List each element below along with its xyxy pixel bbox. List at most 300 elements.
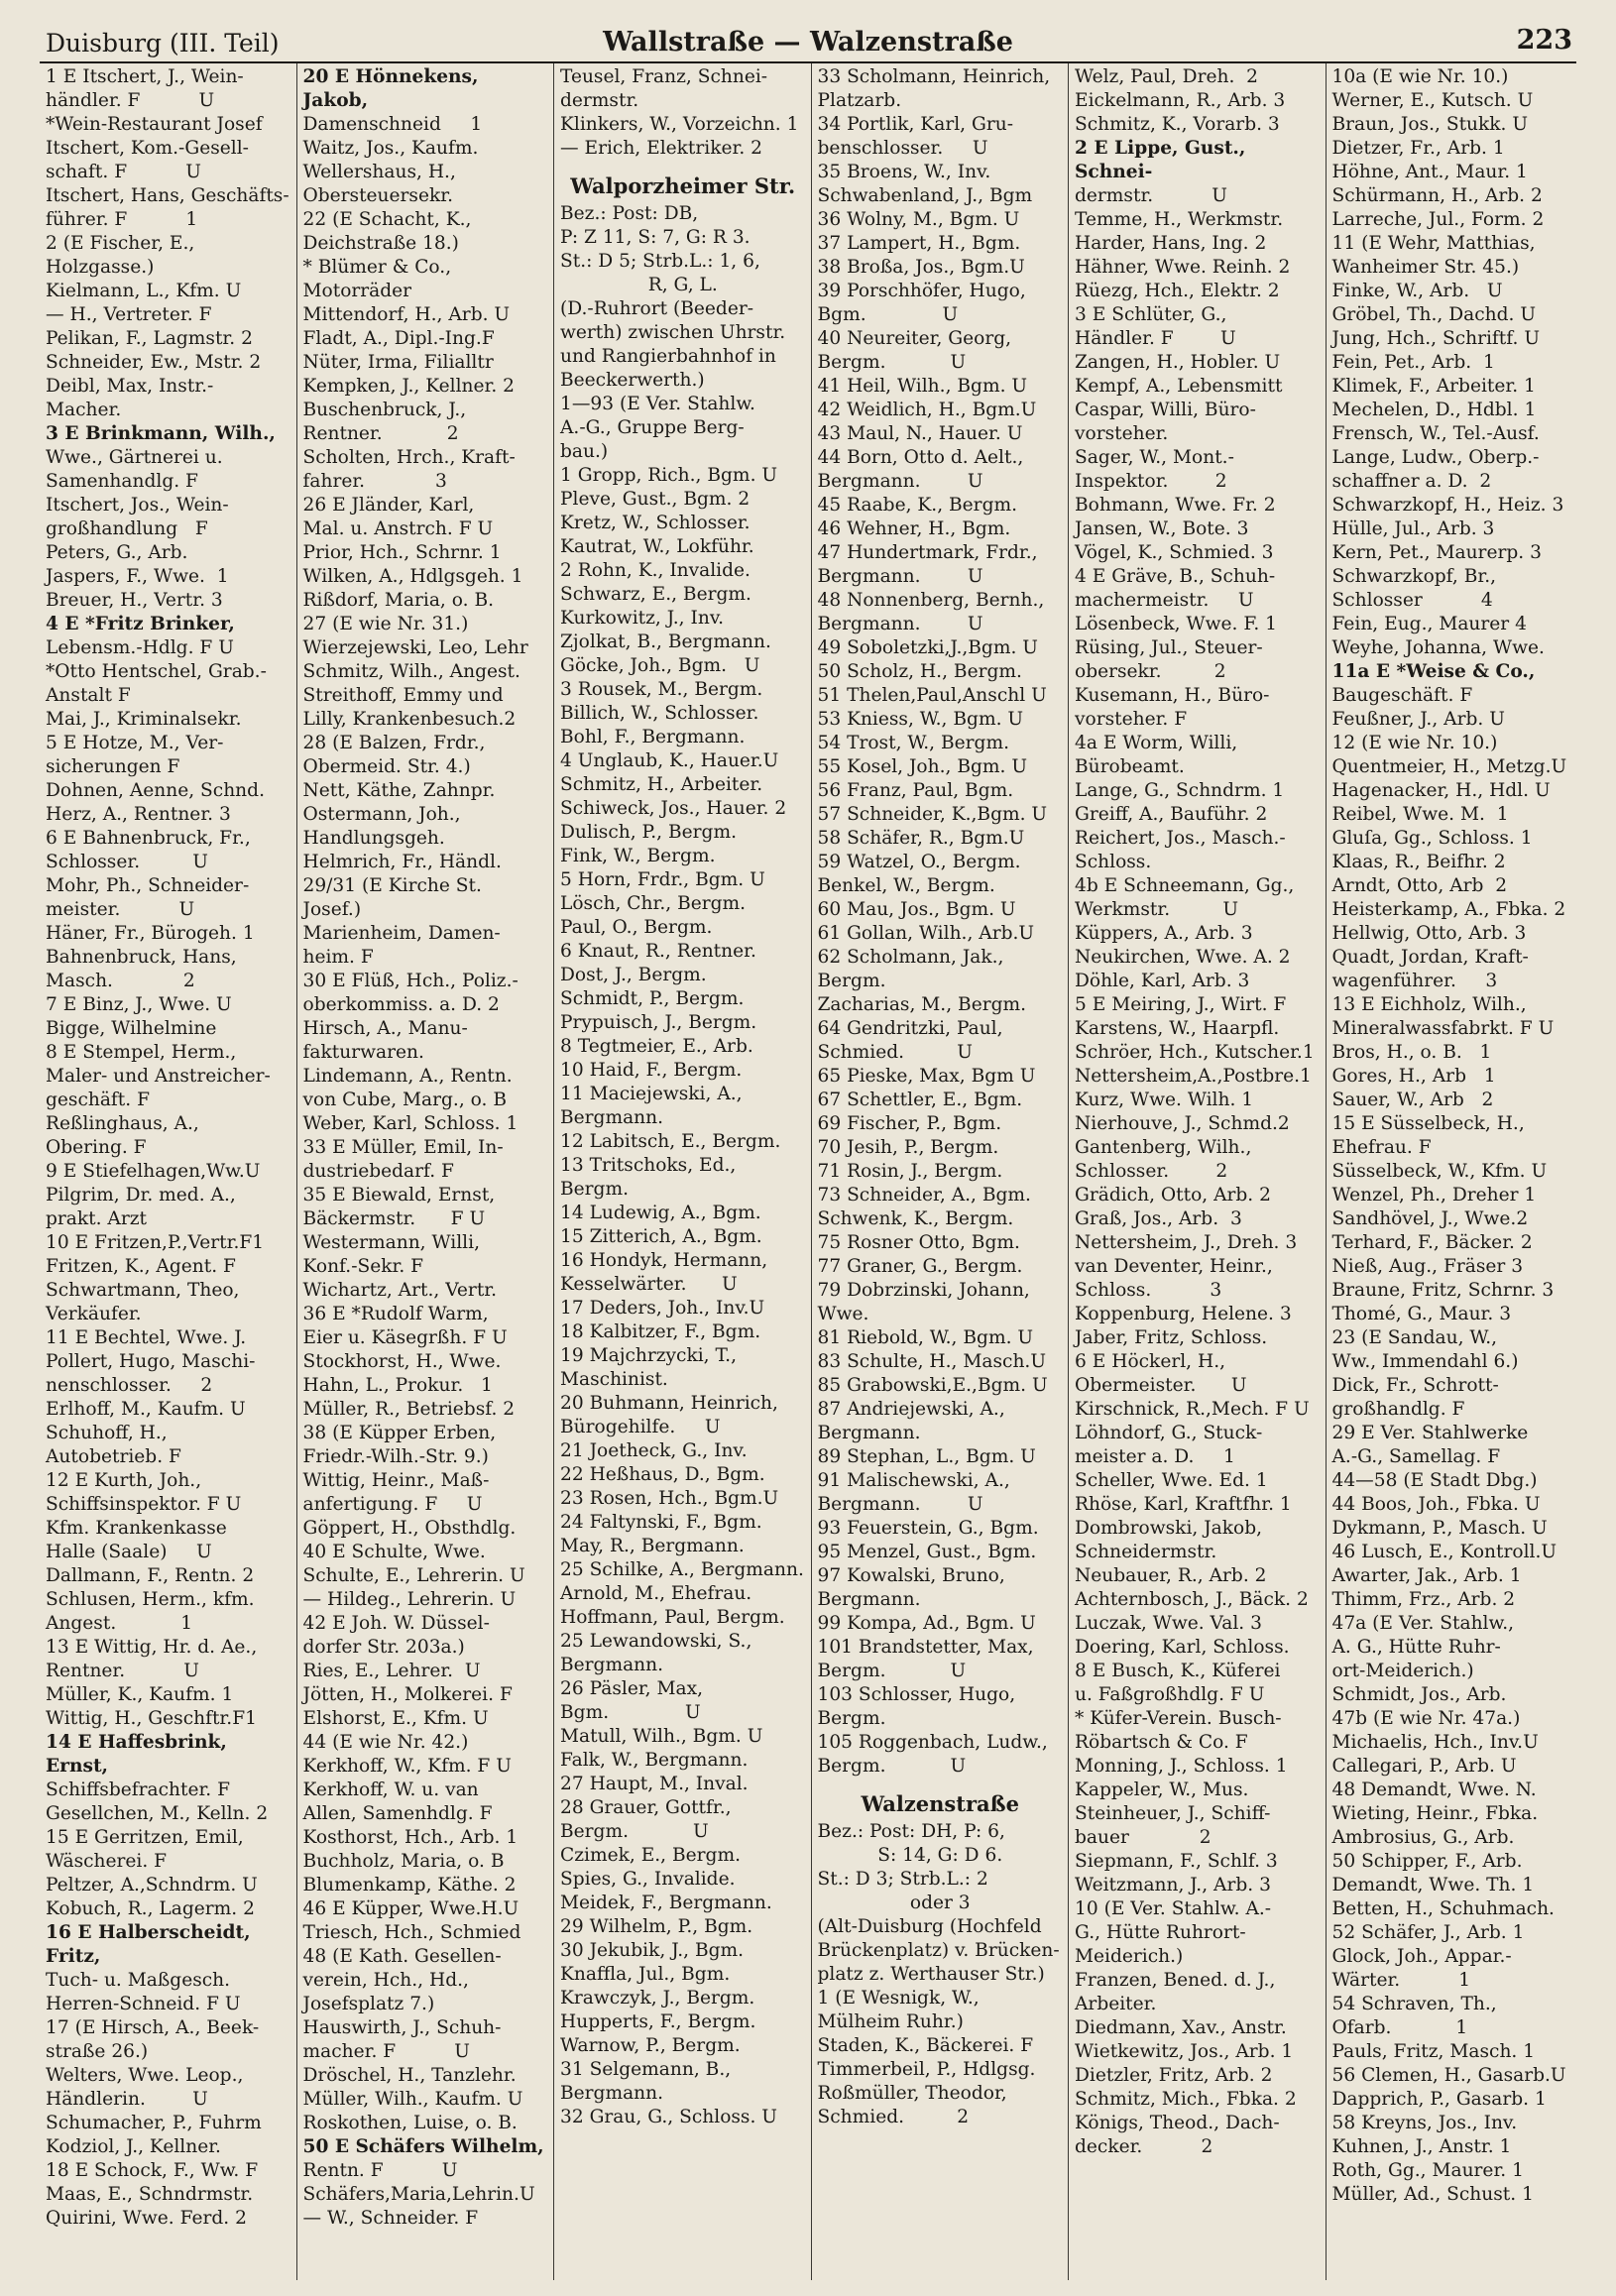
directory-entry: 61 Gollan, Wilh., Arb.U <box>817 923 1035 944</box>
directory-entry: Kuhnen, J., Anstr. 1 <box>1331 2136 1512 2157</box>
directory-entry: 38 (E Küpper Erben, <box>302 1423 497 1443</box>
directory-entry: Zangen, H., Hobler. U <box>1075 352 1281 373</box>
directory-entry: Bürogehilfe. U <box>560 1417 721 1437</box>
directory-entry: 42 Weidlich, H., Bgm.U <box>817 400 1037 420</box>
directory-entry: Bergmann. U <box>817 566 983 587</box>
directory-entry: Wichartz, Art., Vertr. <box>302 1280 498 1301</box>
directory-entry: Bohl, F., Bergmann. <box>560 727 746 747</box>
directory-entry: 38 Broßa, Jos., Bgm.U <box>817 257 1025 278</box>
directory-entry: 14 E Haffesbrink, Ernst, <box>46 1732 234 1777</box>
street-range-title: Wallstraße — Walzenstraße <box>603 27 1013 57</box>
directory-entry: 85 Grabowski,E.,Bgm. U <box>817 1375 1048 1396</box>
directory-entry: 44 (E wie Nr. 42.) <box>302 1732 469 1753</box>
directory-entry: Rißdorf, Maria, o. B. <box>302 590 495 611</box>
directory-entry: Buchholz, Maria, o. B <box>302 1851 505 1872</box>
directory-entry: 11 E Bechtel, Wwe. J. <box>46 1327 247 1348</box>
directory-entry: P: Z 11, S: 7, G: R 3. <box>560 227 750 248</box>
directory-entry: Samenhandlg. F <box>46 471 198 492</box>
directory-entry: Wellershaus, H., <box>302 162 456 182</box>
directory-entry: 40 E Schulte, Wwe. <box>302 1542 486 1562</box>
directory-entry: 37 Lampert, H., Bgm. <box>817 233 1021 254</box>
directory-entry: 79 Dobrzinski, Johann, <box>817 1280 1030 1301</box>
directory-entry: Bergmann. <box>560 1655 664 1675</box>
directory-entry: großhandlung F <box>46 518 208 539</box>
directory-entry: Graß, Jos., Arb. 3 <box>1075 1208 1242 1229</box>
directory-entry: Hahn, L., Prokur. 1 <box>302 1375 493 1396</box>
directory-entry: — Erich, Elektriker. 2 <box>560 138 762 159</box>
directory-entry: Bergm. U <box>560 1821 709 1842</box>
directory-entry: 50 E Schäfers Wilhelm, <box>302 2136 544 2157</box>
directory-entry: Bergmann. <box>560 1107 664 1128</box>
directory-entry: 6 Knaut, R., Rentner. <box>560 941 756 962</box>
directory-entry: 5 E Meiring, J., Wirt. F <box>1075 994 1287 1015</box>
directory-entry: 31 Selgemann, B., <box>560 2059 732 2080</box>
directory-entry: Dietzer, Fr., Arb. 1 <box>1331 138 1505 159</box>
directory-entry: sicherungen F <box>46 756 180 777</box>
directory-entry: Mittendorf, H., Arb. U <box>302 304 511 325</box>
directory-entry: 10 (E Ver. Stahlw. A.- <box>1075 1898 1272 1919</box>
directory-entry: 42 E Joh. W. Düssel- <box>302 1613 490 1634</box>
directory-entry: Herren-Schneid. F U <box>46 1994 241 2014</box>
directory-entry: Schäfers,Maria,Lehrin.U <box>302 2184 535 2205</box>
directory-entry: geschäft. F <box>46 1090 150 1110</box>
directory-entry: 35 Broens, W., Inv. <box>817 162 991 182</box>
directory-entry: 20 Buhmann, Heinrich, <box>560 1393 778 1414</box>
directory-entry: Kfm. Krankenkasse <box>46 1518 227 1539</box>
directory-entry: Bros, H., o. B. 1 <box>1331 1042 1492 1063</box>
directory-entry: Sager, W., Mont.- <box>1075 447 1234 468</box>
directory-entry: Temme, H., Werkmstr. <box>1075 209 1284 230</box>
directory-entry: 33 E Müller, Emil, In- <box>302 1137 504 1158</box>
directory-entry: Verkäufer. <box>46 1304 142 1324</box>
directory-entry: Schulte, E., Lehrerin. U <box>302 1565 525 1586</box>
directory-entry: Wilken, A., Hdlgsgeh. 1 <box>302 566 523 587</box>
directory-entry: meister a. D. 1 <box>1075 1446 1235 1467</box>
directory-entry: schaffner a. D. 2 <box>1331 471 1492 492</box>
directory-entry: Beeckerwerth.) <box>560 370 705 391</box>
directory-entry: Streithoff, Emmy und <box>302 685 504 706</box>
directory-entry: Achternbosch, J., Bäck. 2 <box>1075 1589 1309 1610</box>
directory-entry: 5 E Hotze, M., Ver- <box>46 733 224 753</box>
directory-entry: 6 E Höckerl, H., <box>1075 1351 1226 1372</box>
directory-entry: Westermann, Willi, <box>302 1232 480 1253</box>
directory-entry: 19 Majchrzycki, T., <box>560 1345 737 1366</box>
directory-entry: 4 E Gräve, B., Schuh- <box>1075 566 1276 587</box>
directory-entry: 1 (E Wesnigk, W., <box>817 1988 980 2009</box>
directory-entry: fahrer. 3 <box>302 471 447 492</box>
directory-entry: Kern, Pet., Maurerp. 3 <box>1331 542 1542 563</box>
directory-entry: Schmitz, K., Vorarb. 3 <box>1075 114 1280 135</box>
directory-entry: Kappeler, W., Mus. <box>1075 1779 1249 1800</box>
directory-entry: Prypuisch, J., Bergm. <box>560 1012 757 1033</box>
directory-entry: Bergm. <box>817 971 886 991</box>
directory-entry: 44 Boos, Joh., Fbka. U <box>1331 1494 1541 1515</box>
directory-entry: Obermeister. U <box>1075 1375 1247 1396</box>
directory-entry: 45 Raabe, K., Bergm. <box>817 495 1018 516</box>
directory-entry: 97 Kowalski, Bruno, <box>817 1565 1005 1586</box>
directory-entry: Fein, Eug., Maurer 4 <box>1331 614 1527 634</box>
directory-entry: 46 Wehner, H., Bgm. <box>817 518 1011 539</box>
directory-entry: 33 Scholmann, Heinrich, <box>817 66 1051 87</box>
directory-entry: bau.) <box>560 441 609 462</box>
directory-entry: 1—93 (E Ver. Stahlw. <box>560 394 755 414</box>
directory-entry: 22 Heßhaus, D., Bgm. <box>560 1464 765 1485</box>
directory-entry: 58 Kreyns, Jos., Inv. <box>1331 2113 1518 2133</box>
directory-entry: Händler. F U <box>1075 328 1236 349</box>
directory-entry: Hoffmann, Paul, Bergm. <box>560 1607 785 1628</box>
directory-entry: Werner, E., Kutsch. U <box>1331 90 1534 111</box>
directory-entry: Bergmann. U <box>817 614 983 634</box>
directory-entry: Breuer, H., Vertr. 3 <box>46 590 223 611</box>
directory-entry: — W., Schneider. F <box>302 2208 479 2229</box>
directory-entry: oder 3 <box>909 1893 971 1913</box>
directory-entry: 52 Schäfer, J., Arb. 1 <box>1331 1922 1525 1943</box>
directory-entry: Bergmann. <box>817 1589 921 1610</box>
directory-entry: Motorräder <box>302 281 412 301</box>
directory-entry: St.: D 3; Strb.L.: 2 <box>817 1869 988 1890</box>
directory-entry: 22 (E Schacht, K., <box>302 209 472 230</box>
directory-entry: Dost, J., Bergm. <box>560 965 707 985</box>
directory-entry: Neukirchen, Wwe. A. 2 <box>1075 947 1291 968</box>
directory-entry: 93 Feuerstein, G., Bgm. <box>817 1518 1039 1539</box>
page-number: 223 <box>1516 25 1572 56</box>
directory-entry: 23 Rosen, Hch., Bgm.U <box>560 1488 779 1509</box>
directory-entry: Rentn. F U <box>302 2160 458 2181</box>
directory-entry: Lösenbeck, Wwe. F. 1 <box>1075 614 1277 634</box>
directory-entry: Hülle, Jul., Arb. 3 <box>1331 518 1495 539</box>
directory-entry: Quirini, Wwe. Ferd. 2 <box>46 2208 247 2229</box>
directory-entry: * Blümer & Co., <box>302 257 452 278</box>
directory-entry: Ries, E., Lehrer. U <box>302 1661 481 1681</box>
directory-entry: 50 Schipper, F., Arb. <box>1331 1851 1523 1872</box>
directory-entry: Waitz, Jos., Kaufm. <box>302 138 479 159</box>
directory-entry: Fritzen, K., Agent. F <box>46 1256 236 1277</box>
directory-entry: 87 Andriejewski, A., <box>817 1399 1005 1420</box>
directory-entry: Bgm. U <box>817 304 959 325</box>
directory-entry: Schmitz, Mich., Fbka. 2 <box>1075 2089 1297 2110</box>
column-4 <box>812 63 1070 2280</box>
directory-entry: Siepmann, F., Schlf. 3 <box>1075 1851 1278 1872</box>
directory-entry: 8 Tegtmeier, E., Arb. <box>560 1036 753 1057</box>
directory-entry: Kautrat, W., Lokführ. <box>560 536 754 557</box>
directory-entry: Bürobeamt. <box>1075 756 1185 777</box>
directory-entry: Franzen, Bened. d. J., <box>1075 1970 1276 1991</box>
directory-entry: Mai, J., Kriminalsekr. <box>46 709 242 730</box>
directory-entry: Quentmeier, H., Metzg.U <box>1331 756 1567 777</box>
directory-entry: Finke, W., Arb. U <box>1331 281 1503 301</box>
directory-entry: bauer 2 <box>1075 1827 1212 1848</box>
directory-entry: Hähner, Wwe. Reinh. 2 <box>1075 257 1291 278</box>
directory-entry: Göcke, Joh., Bgm. U <box>560 655 760 676</box>
street-heading: Walporzheimer Str. <box>570 173 796 198</box>
directory-entry: 46 E Küpper, Wwe.H.U <box>302 1898 519 1919</box>
directory-entry: 15 Zitterich, A., Bgm. <box>560 1226 762 1247</box>
directory-entry: Lange, G., Schndrm. 1 <box>1075 780 1285 801</box>
directory-entry: 59 Watzel, O., Bergm. <box>817 852 1021 872</box>
directory-entry: fakturwaren. <box>302 1042 424 1063</box>
directory-entry: Schwarzkopf, H., Heiz. 3 <box>1331 495 1564 516</box>
directory-entry: Terhard, F., Bäcker. 2 <box>1331 1232 1533 1253</box>
directory-entry: Kerkhoff, W., Kfm. F U <box>302 1756 512 1777</box>
directory-entry: Baugeschäft. F <box>1331 685 1473 706</box>
directory-entry: Grädich, Otto, Arb. 2 <box>1075 1185 1271 1205</box>
directory-entry: Platzarb. <box>817 90 902 111</box>
directory-entry: Bergmann. <box>817 1423 921 1443</box>
directory-entry: 73 Schneider, A., Bgm. <box>817 1185 1031 1205</box>
directory-entry: 56 Clemen, H., Gasarb.U <box>1331 2065 1566 2086</box>
directory-entry: Döhle, Karl, Arb. 3 <box>1075 971 1250 991</box>
directory-entry: Göppert, H., Obsthdlg. <box>302 1518 517 1539</box>
directory-entry: Bergm. U <box>817 352 967 373</box>
directory-entry: Schwarz, E., Bergm. <box>560 584 751 605</box>
directory-entry: Josefsplatz 7.) <box>302 1994 435 2014</box>
directory-entry: Mülheim Ruhr.) <box>817 2011 964 2032</box>
directory-entry: Callegari, P., Arb. U <box>1331 1756 1517 1777</box>
column-2 <box>297 63 555 2280</box>
directory-entry: Rentner. U <box>46 1661 199 1681</box>
directory-entry: 16 Hondyk, Hermann, <box>560 1250 768 1271</box>
directory-entry: Schmidt, Jos., Arb. <box>1331 1684 1507 1705</box>
column-3 <box>554 63 812 2280</box>
directory-entry: Kirschnick, R.,Mech. F U <box>1075 1399 1310 1420</box>
directory-entry: 6 E Bahnenbruck, Fr., <box>46 828 251 849</box>
directory-entry: Gröbel, Th., Dachd. U <box>1331 304 1536 325</box>
directory-entry: Hellwig, Otto, Arb. 3 <box>1331 923 1527 944</box>
directory-entry: Itschert, Jos., Wein- <box>46 495 229 516</box>
directory-entry: Tuch- u. Maßgesch. <box>46 1970 231 1991</box>
directory-entry: u. Faßgroßhdlg. F U <box>1075 1684 1265 1705</box>
directory-entry: dermstr. <box>560 90 639 111</box>
directory-entry: 36 Wolny, M., Bgm. U <box>817 209 1020 230</box>
directory-entry: werth) zwischen Uhrstr. <box>560 322 786 343</box>
directory-entry: 55 Kosel, Joh., Bgm. U <box>817 756 1028 777</box>
directory-entry: 58 Schäfer, R., Bgm.U <box>817 828 1025 849</box>
directory-entry: Obering. F <box>46 1137 147 1158</box>
directory-entry: Roth, Gg., Maurer. 1 <box>1331 2160 1524 2181</box>
directory-entry: dustriebedarf. F <box>302 1161 454 1182</box>
directory-entry: Welz, Paul, Dreh. 2 <box>1075 66 1259 87</box>
directory-entry: 10a (E wie Nr. 10.) <box>1331 66 1509 87</box>
directory-entry: Dulisch, P., Bergm. <box>560 822 738 843</box>
directory-entry: Billich, W., Schlosser. <box>560 703 759 724</box>
directory-entry: Itschert, Hans, Geschäfts- <box>46 185 289 206</box>
directory-entry: 20 E Hönnekens, Jakob, <box>302 66 485 111</box>
directory-entry: Staden, K., Bäckerei. F <box>817 2035 1034 2056</box>
column-5 <box>1069 63 1327 2280</box>
directory-entry: Ehefrau. F <box>1331 1137 1432 1158</box>
directory-entry: Elshorst, E., Kfm. U <box>302 1708 489 1729</box>
directory-entry: 53 Kniess, W., Bgm. U <box>817 709 1024 730</box>
directory-entry: 89 Stephan, L., Bgm. U <box>817 1446 1036 1467</box>
directory-entry: 48 Demandt, Wwe. N. <box>1331 1779 1537 1800</box>
directory-entry: Wietkewitz, Jos., Arb. 1 <box>1075 2041 1294 2062</box>
directory-entry: Wanheimer Str. 45.) <box>1331 257 1520 278</box>
directory-entry: Fein, Pet., Arb. 1 <box>1331 352 1495 373</box>
directory-entry: Karstens, W., Haarpfl. <box>1075 1018 1280 1039</box>
directory-entry: Bergm. <box>817 1708 886 1729</box>
directory-entry: 41 Heil, Wilh., Bgm. U <box>817 376 1028 397</box>
directory-entry: Meidek, F., Bergmann. <box>560 1893 772 1913</box>
directory-entry: 29 E Ver. Stahlwerke <box>1331 1423 1529 1443</box>
directory-entry: Arndt, Otto, Arb 2 <box>1331 875 1508 896</box>
directory-entry: Prior, Hch., Schrnr. 1 <box>302 542 502 563</box>
directory-entry: Schmitz, Wilh., Angest. <box>302 661 520 682</box>
directory-entry: Schwarzkopf, Br., <box>1331 566 1497 587</box>
directory-entry: 40 Neureiter, Georg, <box>817 328 1012 349</box>
directory-entry: A.-G., Gruppe Berg- <box>560 417 745 438</box>
directory-entry: Anstalt F <box>46 685 131 706</box>
directory-entry: Kurz, Wwe. Wilh. 1 <box>1075 1090 1254 1110</box>
directory-entry: 8 E Busch, K., Küferei <box>1075 1661 1281 1681</box>
directory-entry: Wwe., Gärtnerei u. <box>46 447 223 468</box>
directory-entry: Peltzer, A.,Schndrm. U <box>46 1875 258 1895</box>
directory-entry: Doering, Karl, Schloss. <box>1075 1637 1290 1658</box>
directory-entry: wagenführer. 3 <box>1331 971 1498 991</box>
directory-entry: Nierhouve, J., Schmd.2 <box>1075 1113 1290 1134</box>
directory-entry: Hupperts, F., Bergm. <box>560 2011 756 2032</box>
directory-entry: Warnow, P., Bergm. <box>560 2035 741 2056</box>
directory-entry: 28 (E Balzen, Frdr., <box>302 733 486 753</box>
directory-entry: Bergm. <box>560 1179 630 1200</box>
directory-entry: 44 Born, Otto d. Aelt., <box>817 447 1024 468</box>
column-6 <box>1327 63 1583 2280</box>
directory-entry: Maler- und Anstreicher- <box>46 1066 271 1087</box>
directory-entry: 9 E Stiefelhagen,Ww.U <box>46 1161 261 1182</box>
directory-entry: Harder, Hans, Ing. 2 <box>1075 233 1267 254</box>
directory-entry: Weyhe, Johanna, Wwe. <box>1331 637 1545 658</box>
directory-entry: 7 E Binz, J., Wwe. U <box>46 994 232 1015</box>
directory-entry: Schmitz, H., Arbeiter. <box>560 774 763 795</box>
directory-entry: Müller, Wilh., Kaufm. U <box>302 2089 523 2110</box>
directory-entry: Kielmann, L., Kfm. U <box>46 281 242 301</box>
directory-entry: 16 E Halberscheidt, Fritz, <box>46 1922 258 1967</box>
directory-entry: 62 Scholmann, Jak., <box>817 947 1004 968</box>
directory-entry: Höhne, Ant., Maur. 1 <box>1331 162 1528 182</box>
directory-entry: 2 E Lippe, Gust., Schnei- <box>1075 138 1252 182</box>
directory-entry: anfertigung. F U <box>302 1494 483 1515</box>
directory-entry: Holzgasse.) <box>46 257 155 278</box>
directory-entry: 13 E Wittig, Hr. d. Ae., <box>46 1637 258 1658</box>
directory-entry: Obermeid. Str. 4.) <box>302 756 471 777</box>
directory-entry: Caspar, Willi, Büro- <box>1075 400 1256 420</box>
directory-entry: Jaber, Fritz, Schloss. <box>1075 1327 1268 1348</box>
directory-entry: 12 (E wie Nr. 10.) <box>1331 733 1498 753</box>
directory-entry: 71 Rosin, J., Bergm. <box>817 1161 1003 1182</box>
directory-entry: Schmied. 2 <box>817 2107 970 2127</box>
directory-entry: Allen, Samenhdlg. F <box>302 1803 493 1824</box>
directory-entry: Welters, Wwe. Leop., <box>46 2065 244 2086</box>
directory-entry: Kobuch, R., Lagerm. 2 <box>46 1898 255 1919</box>
directory-entry: Konf.-Sekr. F <box>302 1256 424 1277</box>
directory-entry: 11a E *Weise & Co., <box>1331 661 1536 682</box>
directory-entry: A.-G., Samellag. F <box>1331 1446 1501 1467</box>
directory-entry: 39 Porschhöfer, Hugo, <box>817 281 1026 301</box>
directory-entry: 99 Kompa, Ad., Bgm. U <box>817 1613 1036 1634</box>
directory-entry: 2 (E Fischer, E., <box>46 233 195 254</box>
directory-entry: Frensch, W., Tel.-Ausf. <box>1331 423 1540 444</box>
directory-entry: 25 Lewandowski, S., <box>560 1631 752 1652</box>
directory-entry: 18 E Schock, F., Ww. F <box>46 2160 259 2181</box>
directory-entry: 30 Jekubik, J., Bgm. <box>560 1940 745 1961</box>
directory-entry: *Wein-Restaurant Josef <box>46 114 263 135</box>
directory-entry: Masch. 2 <box>46 971 195 991</box>
directory-entry: 11 Maciejewski, A., <box>560 1084 743 1104</box>
directory-entry: Fink, W., Bergm. <box>560 846 716 866</box>
directory-entry: 3 E Brinkmann, Wilh., <box>46 423 276 444</box>
directory-entry: 3 Rousek, M., Bergm. <box>560 679 763 700</box>
directory-entry: Halle (Saale) U <box>46 1542 212 1562</box>
directory-entry: 81 Riebold, W., Bgm. U <box>817 1327 1034 1348</box>
directory-entry: Wierzejewski, Leo, Lehr <box>302 637 528 658</box>
directory-entry: händler. F U <box>46 90 215 111</box>
directory-entry: vorsteher. <box>1075 423 1169 444</box>
directory-entry: 34 Portlik, Karl, Gru- <box>817 114 1013 135</box>
directory-entry: Triesch, Hch., Schmied <box>302 1922 521 1943</box>
directory-entry: Thimm, Frz., Arb. 2 <box>1331 1589 1516 1610</box>
directory-entry: 10 Haid, F., Bergm. <box>560 1060 743 1081</box>
directory-entry: Kusemann, H., Büro- <box>1075 685 1270 706</box>
directory-entry: Buschenbruck, J., <box>302 400 467 420</box>
directory-entry: Betten, H., Schuhmach. <box>1331 1898 1555 1919</box>
directory-entry: Rhöse, Karl, Kraftfhr. 1 <box>1075 1494 1292 1515</box>
directory-entry: Klimek, F., Arbeiter. 1 <box>1331 376 1536 397</box>
directory-entry: Bahnenbruck, Hans, <box>46 947 237 968</box>
directory-entry: Spies, G., Invalide. <box>560 1869 736 1890</box>
directory-entry: dorfer Str. 203a.) <box>302 1637 465 1658</box>
directory-entry: Diedmann, Xav., Anstr. <box>1075 2017 1287 2038</box>
directory-entry: Schumacher, P., Fuhrm <box>46 2113 262 2133</box>
directory-entry: Meiderich.) <box>1075 1946 1184 1967</box>
directory-entry: 4b E Schneemann, Gg., <box>1075 875 1295 896</box>
directory-entry: R, G, L. <box>647 275 718 295</box>
directory-entry: 8 E Stempel, Herm., <box>46 1042 237 1063</box>
directory-entry: 101 Brandstetter, Max, <box>817 1637 1034 1658</box>
directory-entry: Lilly, Krankenbesuch.2 <box>302 709 517 730</box>
directory-entry: Roßmüller, Theodor, <box>817 2083 1007 2104</box>
directory-entry: Röbartsch & Co. F <box>1075 1732 1248 1753</box>
directory-entry: 36 E *Rudolf Warm, <box>302 1304 489 1324</box>
directory-entry: Bigge, Wilhelmine <box>46 1018 217 1039</box>
directory-entry: Schürmann, H., Arb. 2 <box>1331 185 1543 206</box>
directory-entry: Schneidermstr. <box>1075 1542 1217 1562</box>
directory-entry: Gantenberg, Wilh., <box>1075 1137 1252 1158</box>
directory-entry: Macher. <box>46 400 122 420</box>
directory-entry: Dykmann, P., Masch. U <box>1331 1518 1548 1539</box>
directory-entry: Bohmann, Wwe. Fr. 2 <box>1075 495 1276 516</box>
directory-entry: 18 Kalbitzer, F., Bgm. <box>560 1321 761 1342</box>
directory-entry: nenschlosser. 2 <box>46 1375 213 1396</box>
directory-entry: Bergm. U <box>817 1756 967 1777</box>
directory-entry: Wwe. <box>817 1304 869 1324</box>
directory-entry: Ofarb. 1 <box>1331 2017 1468 2038</box>
directory-entry: St.: D 5; Strb.L.: 1, 6, <box>560 251 760 272</box>
directory-entry: Weitzmann, J., Arb. 3 <box>1075 1875 1271 1895</box>
directory-entry: 54 Trost, W., Bergm. <box>817 733 1009 753</box>
directory-entry: 91 Malischewski, A., <box>817 1470 1010 1491</box>
directory-entry: 21 Joetheck, G., Inv. <box>560 1440 748 1461</box>
directory-entry: Pleve, Gust., Bgm. 2 <box>560 489 750 510</box>
directory-entry: Falk, W., Bergmann. <box>560 1750 749 1771</box>
directory-entry: Vögel, K., Schmied. 3 <box>1075 542 1274 563</box>
directory-entry: Pelikan, F., Lagmstr. 2 <box>46 328 253 349</box>
directory-entry: Timmerbeil, P., Hdlgsg. <box>817 2059 1036 2080</box>
directory-entry: Itschert, Kom.-Gesell- <box>46 138 249 159</box>
directory-entry: Lösch, Chr., Bergm. <box>560 893 747 914</box>
directory-entry: Sauer, W., Arb 2 <box>1331 1090 1494 1110</box>
directory-entry: oberkommiss. a. D. 2 <box>302 994 500 1015</box>
directory-entry: 56 Franz, Paul, Bgm. <box>817 780 1014 801</box>
directory-entry: Schmidt, P., Bergm. <box>560 988 745 1009</box>
